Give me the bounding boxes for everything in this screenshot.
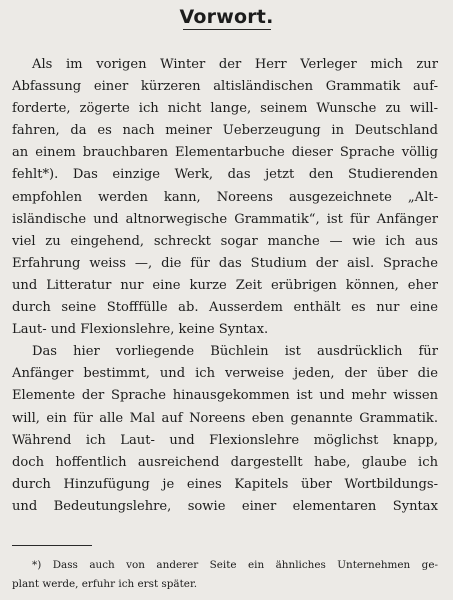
- text-line: fehlt*). Das einzige Werk, das jetzt den Studierenden: [12, 167, 438, 183]
- footnote-line: plant werde, erfuhr ich erst später.: [12, 578, 198, 590]
- text-line: isländische und altnorwegische Grammatik“, ist für Anfänger: [12, 211, 438, 227]
- text-line: und Litteratur nur eine kurze Zeit erübrigen können, eher: [12, 277, 438, 293]
- text-line: Anfänger bestimmt, und ich verweise jeden, der über die: [12, 366, 438, 382]
- text-line: forderte, zögerte ich nicht lange, seinem Wunsche zu will-: [12, 101, 438, 117]
- heading-underline: [183, 29, 271, 30]
- text-line: Elemente der Sprache hinausgekommen ist und mehr wissen: [12, 388, 438, 404]
- text-line: fahren, da es nach meiner Ueberzeugung in Deutschland: [12, 123, 438, 139]
- text-line: Abfassung einer kürzeren altisländischen Grammatik auf-: [12, 79, 438, 95]
- text-line: Während ich Laut- und Flexionslehre möglichst knapp,: [12, 432, 438, 448]
- text-line: Laut- und Flexionslehre, keine Syntax.: [12, 322, 269, 338]
- text-line: empfohlen werden kann, Noreens ausgezeichnete „Alt-: [12, 189, 438, 205]
- text-line: will, ein für alle Mal auf Noreens eben genannte Grammatik.: [12, 410, 438, 426]
- text-line: durch seine Stofffülle ab. Ausserdem enthält es nur eine: [12, 300, 438, 316]
- text-line: viel zu eingehend, schreckt sogar manche — wie ich aus: [12, 233, 438, 249]
- page-heading: Vorwort.: [179, 6, 274, 28]
- body-text: [12, 54, 438, 518]
- text-line: Das hier vorliegende Büchlein ist ausdrücklich für: [32, 344, 438, 360]
- text-line: doch hoffentlich ausreichend dargestellt habe, glaube ich: [12, 454, 438, 470]
- text-line: und Bedeutungslehre, sowie einer elementaren Syntax: [12, 498, 438, 514]
- text-line: Als im vorigen Winter der Herr Verleger mich zur: [32, 57, 438, 72]
- footnote: [12, 556, 438, 594]
- text-line: Erfahrung weiss —, die für das Studium der aisl. Sprache: [12, 255, 438, 271]
- text-line: an einem brauchbaren Elementarbuche dieser Sprache völlig: [12, 145, 438, 161]
- footnote-line: *) Dass auch von anderer Seite ein ähnliches Unternehmen ge-: [32, 559, 438, 571]
- footnote-separator: [12, 545, 92, 546]
- text-line: durch Hinzufügung je eines Kapitels über Wortbildungs-: [12, 476, 438, 492]
